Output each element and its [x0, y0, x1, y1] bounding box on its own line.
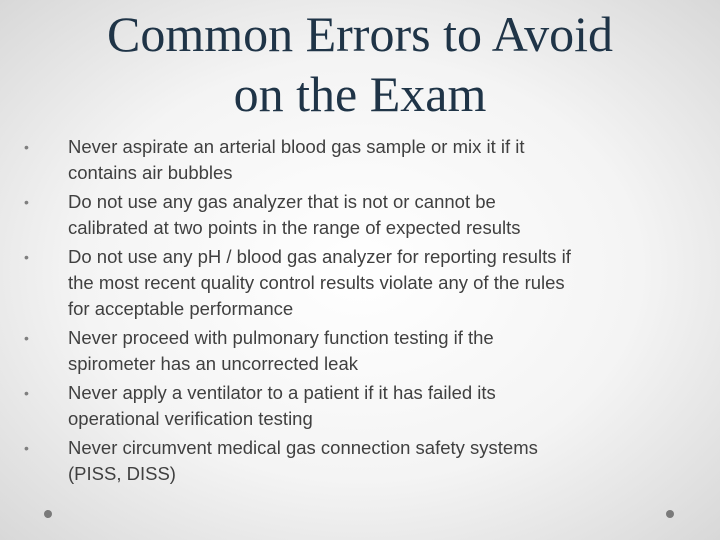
- bullet-text-line: Never proceed with pulmonary function testing if the: [68, 327, 494, 348]
- bullet-text-line: contains air bubbles: [68, 162, 233, 183]
- title-line: Common Errors to Avoid: [106, 6, 613, 62]
- bullet-text-line: (PISS, DISS): [68, 463, 176, 484]
- bullet-text-line: operational verification testing: [68, 408, 313, 429]
- bullet-text-line: for acceptable performance: [68, 298, 294, 319]
- bullet-text-line: Never circumvent medical gas connection safety systems: [68, 437, 538, 458]
- left-decor-dot-icon: [44, 510, 52, 518]
- bullet-item: [24, 244, 704, 322]
- bullet-item: [24, 380, 704, 432]
- bullet-dot-icon: •: [24, 249, 29, 265]
- bullet-dot-icon: •: [24, 440, 29, 456]
- bullet-text-line: spirometer has an uncorrected leak: [68, 353, 358, 374]
- bullet-item: [24, 435, 704, 487]
- bullet-text-line: Never apply a ventilator to a patient if it has failed its: [68, 382, 496, 403]
- slide-title: [20, 4, 700, 124]
- bullet-item: [24, 134, 704, 186]
- bullet-text-line: Do not use any pH / blood gas analyzer for reporting results if: [68, 246, 571, 267]
- bullet-dot-icon: •: [24, 330, 29, 346]
- title-line: on the Exam: [233, 66, 487, 122]
- bullet-dot-icon: •: [24, 194, 29, 210]
- bullet-item: [24, 325, 704, 377]
- bullet-dot-icon: •: [24, 385, 29, 401]
- bullet-text-line: Do not use any gas analyzer that is not or cannot be: [68, 191, 496, 212]
- bullet-list: [24, 134, 704, 490]
- bullet-item: [24, 189, 704, 241]
- bullet-text-line: calibrated at two points in the range of expected results: [68, 217, 521, 238]
- bullet-text-line: Never aspirate an arterial blood gas sample or mix it if it: [68, 136, 525, 157]
- bullet-dot-icon: •: [24, 139, 29, 155]
- bullet-text-line: the most recent quality control results violate any of the rules: [68, 272, 565, 293]
- right-decor-dot-icon: [666, 510, 674, 518]
